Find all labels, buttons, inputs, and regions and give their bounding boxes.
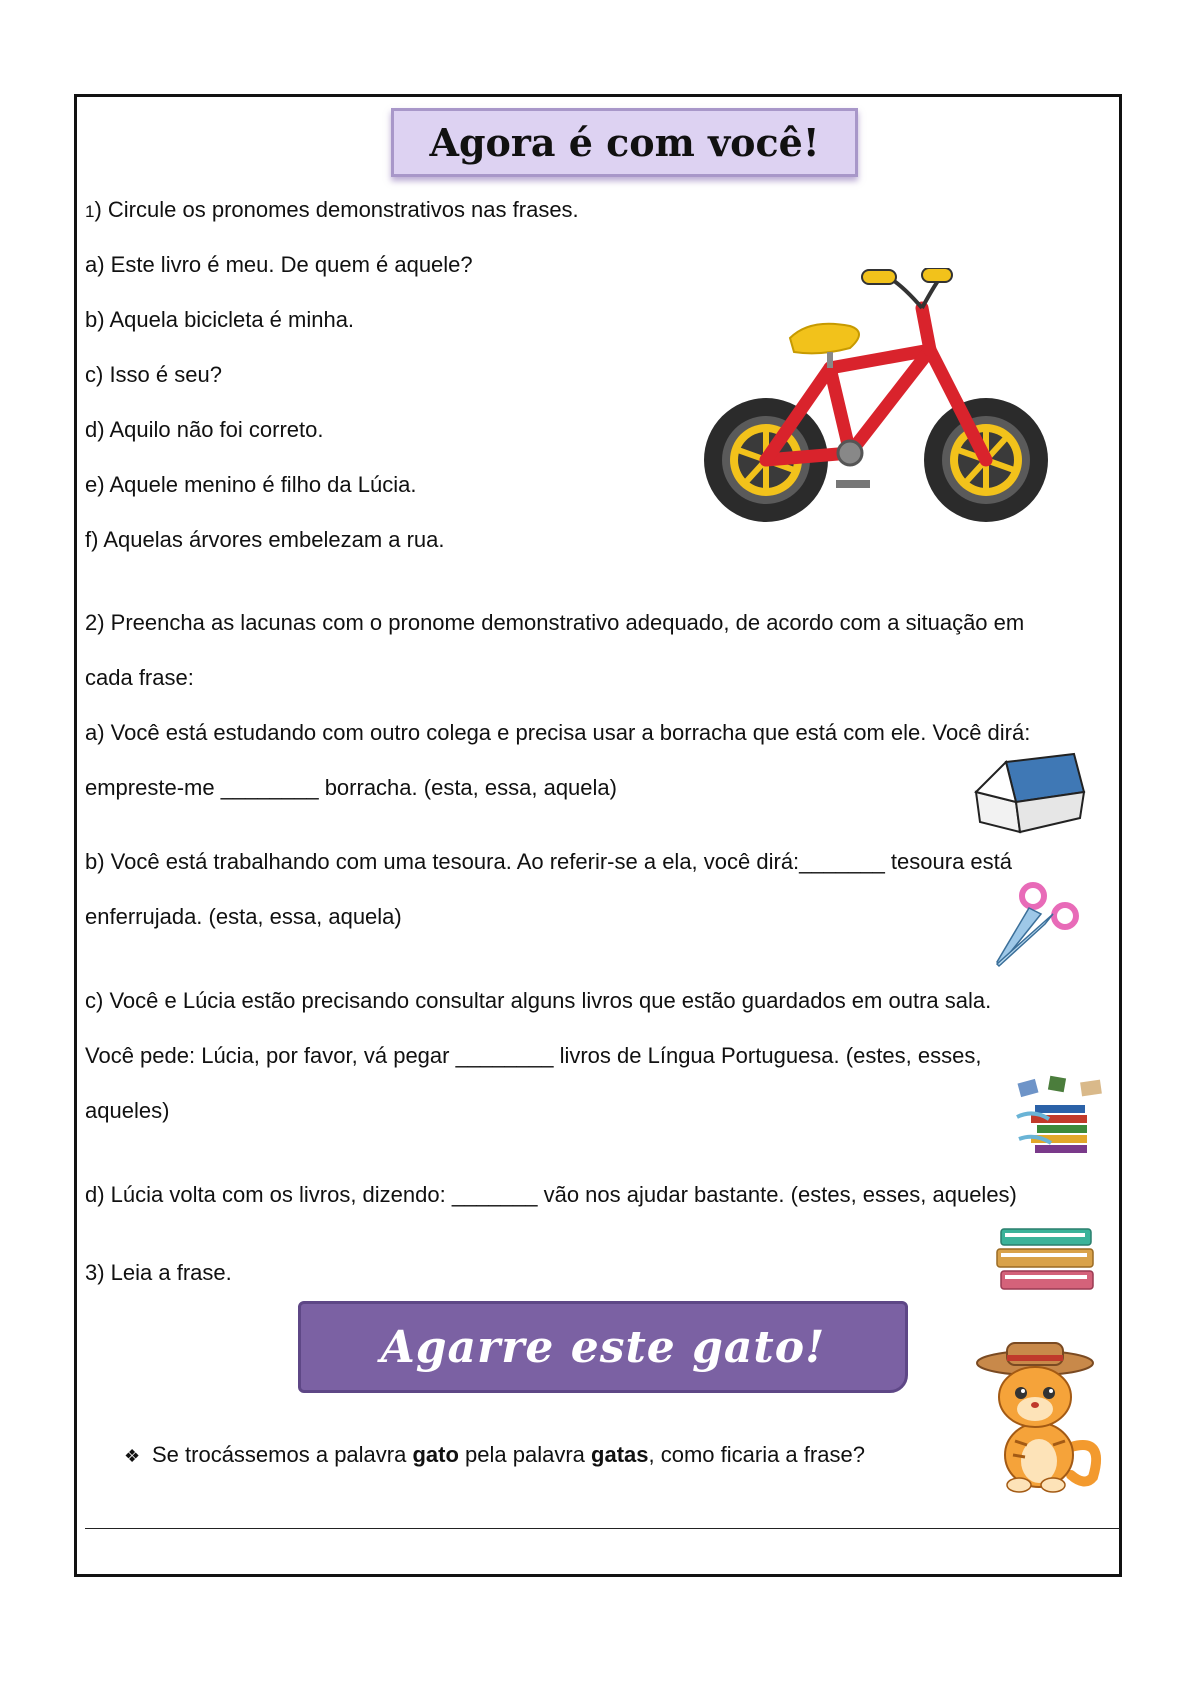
cat-icon: [975, 1337, 1105, 1495]
q1-item-f: f) Aquelas árvores embelezam a rua.: [85, 527, 445, 552]
q2-a-line1: a) Você está estudando com outro colega e precisa usar a borracha que está com ele. Você dirá:: [85, 720, 1031, 745]
answer-line[interactable]: [85, 1528, 1120, 1529]
banner-text: Agarre este gato!: [380, 1321, 826, 1373]
q3-question: ❖ Se trocássemos a palavra gato pela palavra gatas, como ficaria a frase?: [124, 1442, 865, 1467]
q2-c-line1: c) Você e Lúcia estão precisando consultar alguns livros que estão guardados em outra sala.: [85, 988, 992, 1013]
q1-item-c: c) Isso é seu?: [85, 362, 222, 387]
q1-prompt: 1) Circule os pronomes demonstrativos nas frases.: [85, 197, 579, 222]
bicycle-icon: [690, 268, 1062, 528]
title-text: Agora é com você!: [429, 120, 820, 165]
worksheet-title: [391, 108, 858, 177]
scissors-icon: [993, 880, 1085, 970]
flying-books-icon: [1013, 1075, 1113, 1165]
diamond-bullet-icon: ❖: [124, 1446, 141, 1466]
q2-c-line3: aqueles): [85, 1098, 170, 1123]
q2-prompt-line2: cada frase:: [85, 665, 194, 690]
q2-b-line2: enferrujada. (esta, essa, aquela): [85, 904, 402, 929]
q1-item-b: b) Aquela bicicleta é minha.: [85, 307, 355, 332]
q2-c-line2: Você pede: Lúcia, por favor, vá pegar ________ livros de Língua Portuguesa. (estes, esses,: [85, 1043, 982, 1068]
q1-item-d: d) Aquilo não foi correto.: [85, 417, 324, 442]
sentence-banner: [298, 1301, 908, 1393]
q1-item-a: a) Este livro é meu. De quem é aquele?: [85, 252, 473, 277]
q2-b-line1: b) Você está trabalhando com uma tesoura. Ao referir-se a ela, você dirá:_______ tesoura está: [85, 849, 1012, 874]
q2-prompt-line1: 2) Preencha as lacunas com o pronome demonstrativo adequado, de acordo com a situação em: [85, 610, 1025, 635]
q1-item-e: e) Aquele menino é filho da Lúcia.: [85, 472, 417, 497]
q2-d-line1: d) Lúcia volta com os livros, dizendo: _______ vão nos ajudar bastante. (estes, esses, aqueles): [85, 1182, 1017, 1207]
q2-a-line2: empreste-me ________ borracha. (esta, essa, aquela): [85, 775, 617, 800]
q3-prompt: 3) Leia a frase.: [85, 1260, 232, 1285]
eraser-icon: [970, 748, 1088, 836]
book-stack-icon: [995, 1227, 1099, 1291]
